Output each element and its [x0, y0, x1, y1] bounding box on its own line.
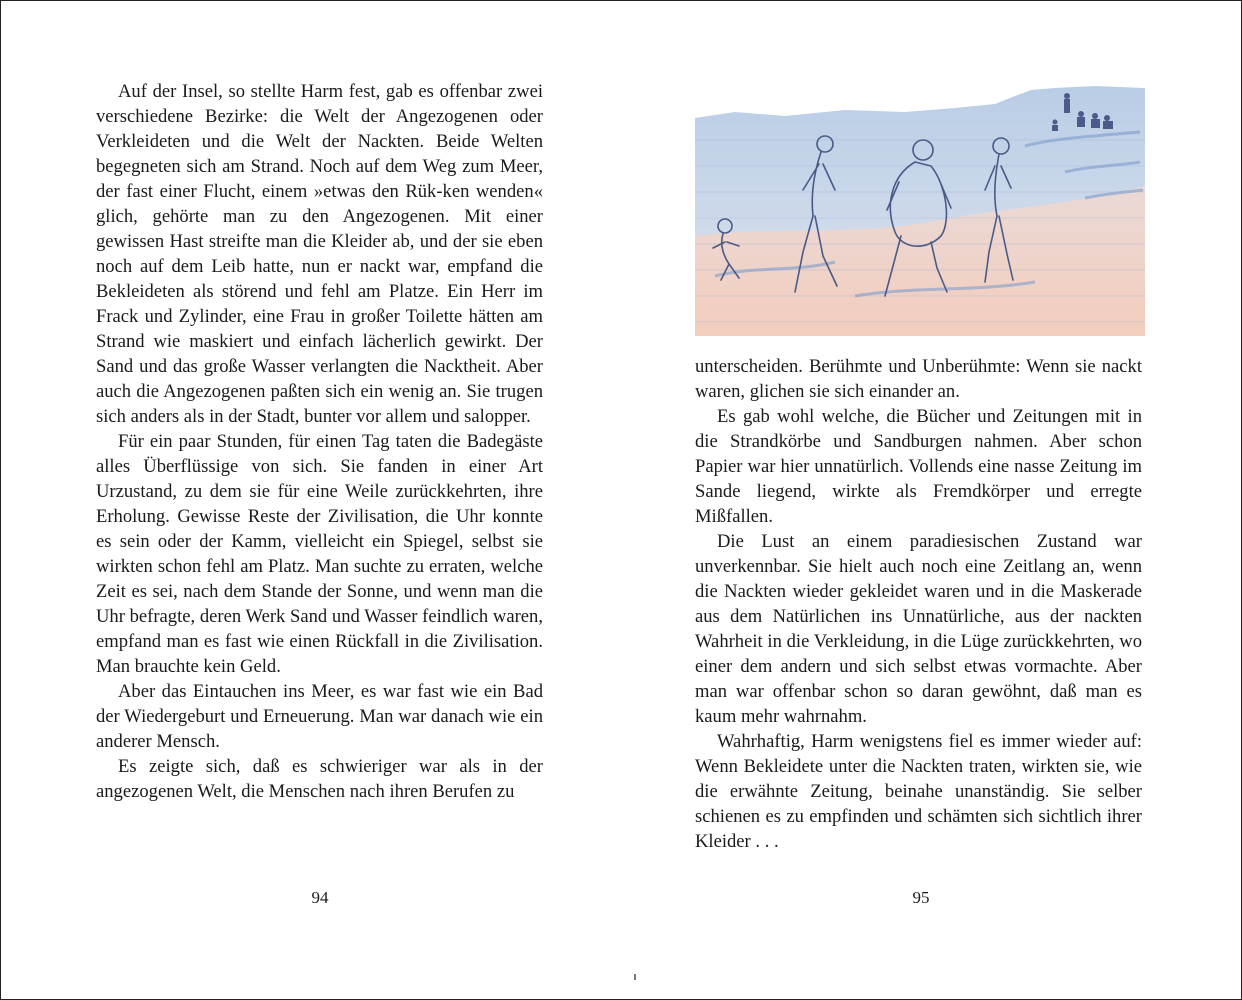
right-text-block — [695, 354, 1142, 854]
left-paragraph: Es zeigte sich, daß es schwieriger war als in der angezogenen Welt, die Menschen nach ihren Berufen zu — [96, 756, 543, 802]
page-number-left: 94 — [311, 888, 329, 907]
page-number-right: 95 — [912, 888, 930, 907]
left-page — [0, 0, 620, 1000]
right-page — [621, 0, 1241, 1000]
right-paragraph: Wahrhaftig, Harm wenigstens fiel es immer wieder auf: Wenn Bekleidete unter die Nackten traten, wirkten sie, wie die erwähnte Zeitung, beinahe unanständig. Sie selber schienen es zu empfinden und schämten sich sichtlich ihrer Kleider . . . — [695, 731, 1142, 852]
right-paragraph: Es gab wohl welche, die Bücher und Zeitungen mit in die Strandkörbe und Sandburgen nahmen. Aber schon Papier war hier unnatürlich. Vollends eine nasse Zeitung im Sande liegend, wirkte als Fremdkörper und erregte Mißfallen. — [695, 406, 1142, 527]
left-paragraph: Auf der Insel, so stellte Harm fest, gab es offenbar zwei verschiedene Bezirke: die Welt der Angezogenen oder Verkleideten und die Welt der Nackten. Beide Welten begegneten sich am Strand. Noch auf dem Weg zum Meer, der fast einer Flucht, einem »etwas den Rük-ken wenden« glich, gehörte man zu den Angezogenen. Mit einer gewissen Hast streifte man die Kleider ab, und der sie eben noch auf dem Leib hatte, nun er nackt war, empfand die Bekleideten als störend und fehl am Platze. Ein Herr im Frack und Zylinder, eine Frau in großer Toilette hätten am Strand wie maskiert und einfach lächerlich gewirkt. Der Sand und das große Wasser verlangten die Nacktheit. Aber auch die Angezogenen paßten sich ein wenig an. Sie trugen sich anders als in der Stadt, bunter vor allem und salopper. — [96, 81, 543, 427]
right-paragraph: unterscheiden. Berühmte und Unberühmte: Wenn sie nackt waren, glichen sie sich einander an. — [695, 356, 1142, 402]
left-paragraph: Aber das Eintauchen ins Meer, es war fast wie ein Bad der Wiedergeburt und Erneuerung. Man war danach wie ein anderer Mensch. — [96, 681, 543, 752]
left-text-block — [96, 79, 543, 804]
left-paragraph: Für ein paar Stunden, für einen Tag taten die Badegäste alles Überflüssige von sich. Sie fanden in einer Art Urzustand, zu dem sie für eine Weile zurückkehrten, ihre Erholung. Gewisse Reste der Zivilisation, die Uhr konnte es sein oder der Kamm, vielleicht ein Spiegel, selbst sie wirkten schon fehl am Platz. Man suchte zu erraten, welche Zeit es sei, nach dem Stande der Sonne, und wenn man die Uhr befragte, deren Werk Sand und Wasser feindlich waren, empfand man es fast wie einen Rückfall in die Zivilisation. Man brauchte kein Geld. — [96, 431, 543, 677]
right-paragraph: Die Lust an einem paradiesischen Zustand war unverkennbar. Sie hielt auch noch eine Zeitlang an, wenn die Nackten wieder gekleidet waren und in die Maskerade aus dem Natürlichen ins Unnatürliche, aus der nackten Wahrheit in die Verkleidung, in die Lüge zurückkehrten, wo einer dem andern und sich selbst etwas vormachte. Aber man war offenbar schon so daran gewöhnt, daß man es kaum mehr wahrnahm. — [695, 531, 1142, 727]
beach-illustration — [695, 86, 1145, 336]
gutter-mark — [634, 974, 636, 980]
